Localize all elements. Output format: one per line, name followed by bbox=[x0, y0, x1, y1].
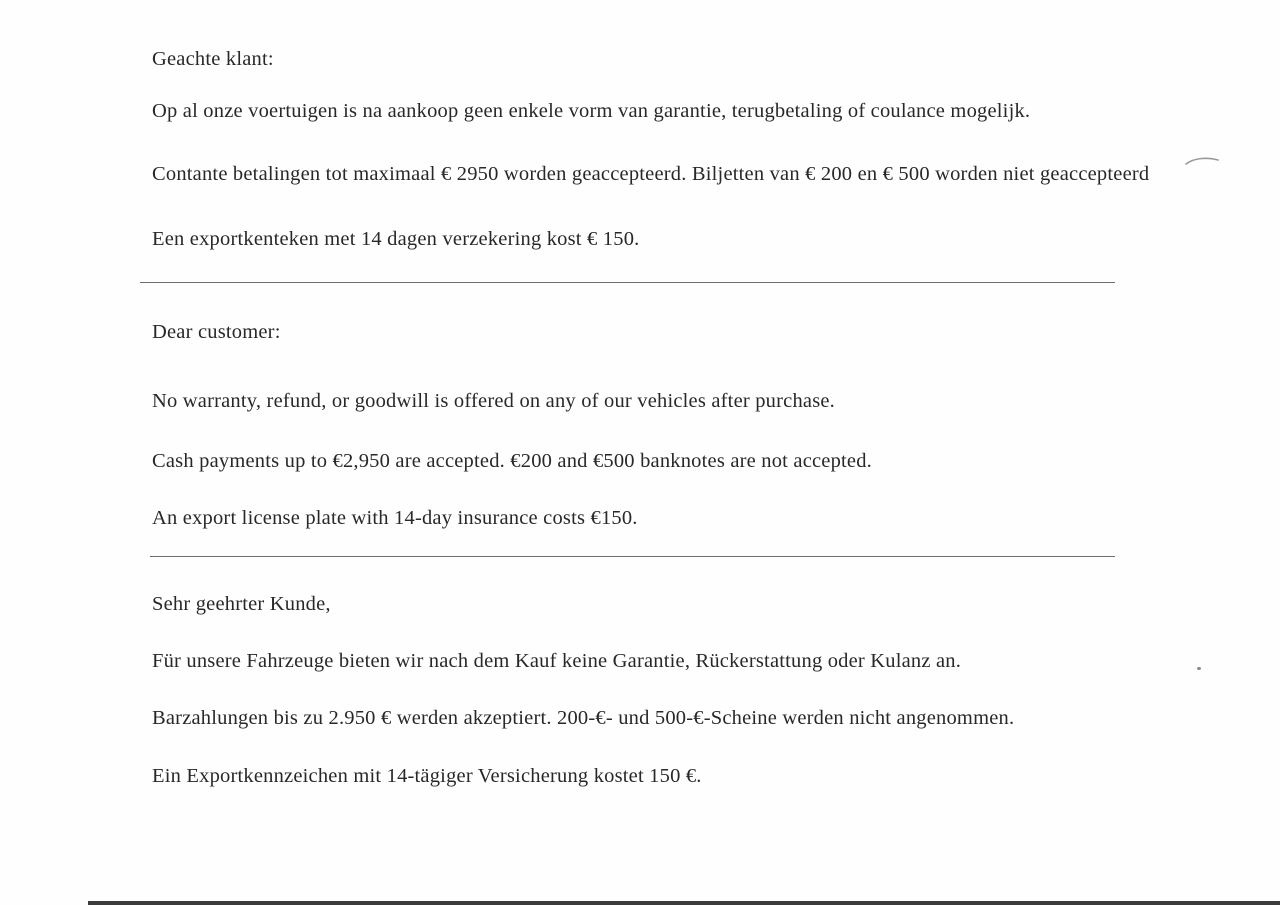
paragraph-english-export-plate: An export license plate with 14-day insurance costs €150. bbox=[152, 507, 638, 529]
section-english bbox=[152, 321, 1280, 530]
section-divider-2 bbox=[150, 556, 1115, 557]
section-divider-1 bbox=[140, 282, 1115, 283]
section-dutch bbox=[152, 48, 1280, 251]
paragraph-dutch-export-plate: Een exportkenteken met 14 dagen verzekering kost € 150. bbox=[152, 228, 640, 250]
paragraph-dutch-cash: Contante betalingen tot maximaal € 2950 worden geaccepteerd. Biljetten van € 200 en € 500 worden niet geaccepteerd bbox=[152, 163, 1150, 185]
pen-mark-artifact bbox=[1185, 153, 1219, 169]
greeting-german: Sehr geehrter Kunde, bbox=[152, 593, 331, 615]
greeting-english: Dear customer: bbox=[152, 321, 281, 343]
paragraph-german-cash: Barzahlungen bis zu 2.950 € werden akzeptiert. 200-€- und 500-€-Scheine werden nicht angenommen. bbox=[152, 707, 1015, 729]
paragraph-dutch-warranty: Op al onze voertuigen is na aankoop geen enkele vorm van garantie, terugbetaling of coulance mogelijk. bbox=[152, 100, 1031, 122]
paragraph-german-warranty: Für unsere Fahrzeuge bieten wir nach dem Kauf keine Garantie, Rückerstattung oder Kulanz an. bbox=[152, 650, 962, 672]
section-german bbox=[152, 593, 1280, 788]
paragraph-english-warranty: No warranty, refund, or goodwill is offered on any of our vehicles after purchase. bbox=[152, 390, 835, 412]
scan-edge-artifact bbox=[88, 901, 1280, 905]
paragraph-english-cash: Cash payments up to €2,950 are accepted. €200 and €500 banknotes are not accepted. bbox=[152, 450, 873, 472]
greeting-dutch: Geachte klant: bbox=[152, 48, 274, 70]
scan-dot-artifact bbox=[1197, 667, 1201, 670]
paragraph-german-export-plate: Ein Exportkennzeichen mit 14-tägiger Versicherung kostet 150 €. bbox=[152, 765, 702, 787]
